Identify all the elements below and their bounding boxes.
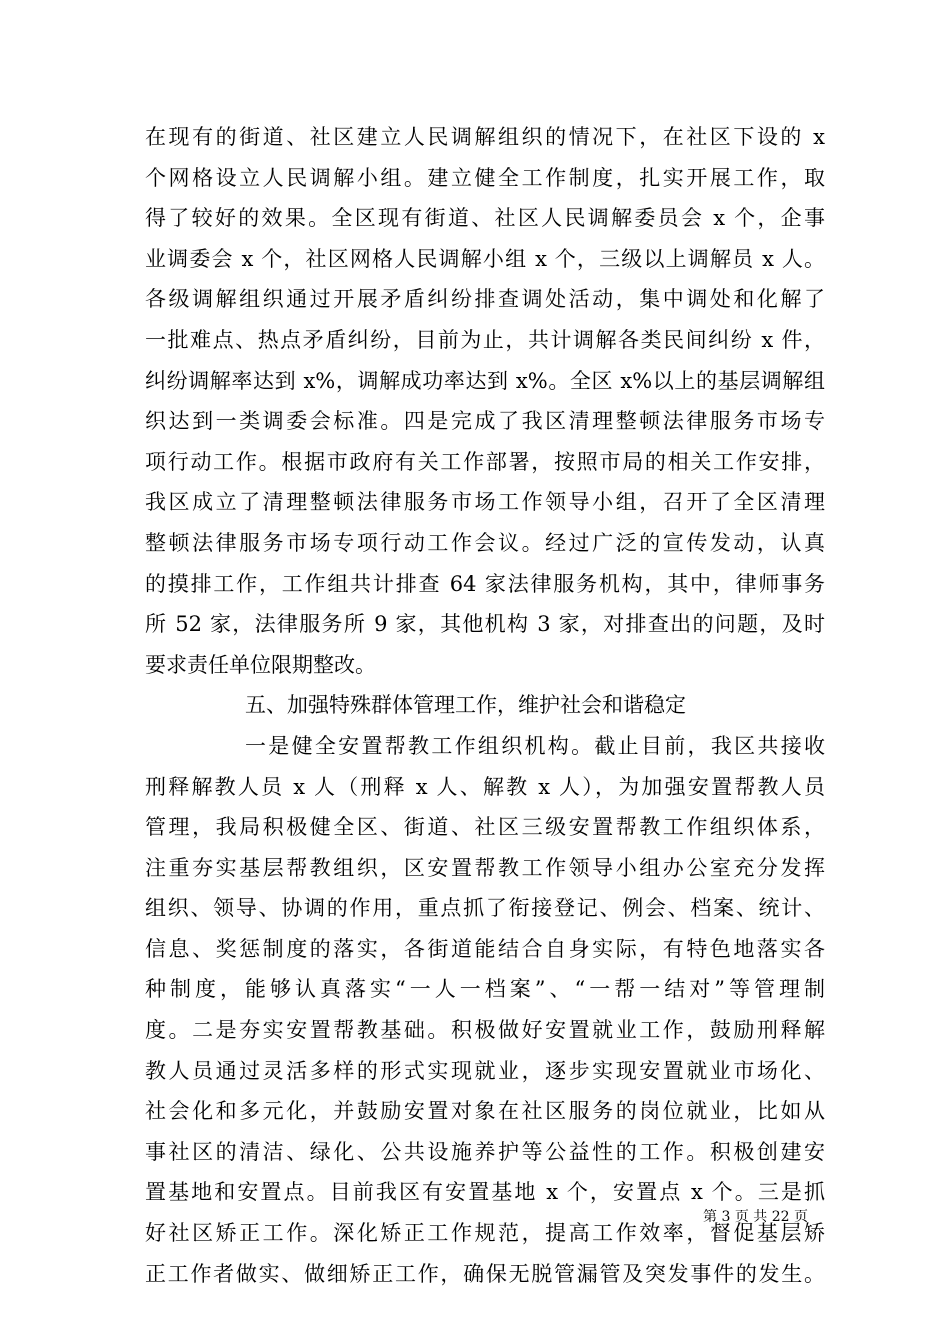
text-line: 一是健全安置帮教工作组织机构。截止目前，我区共接收 [245,733,825,758]
text-line: 我区成立了清理整顿法律服务市场工作领导小组，召开了全区清理 [145,490,825,515]
text-line: 得了较好的效果。全区现有街道、社区人民调解委员会 x 个，企事 [145,206,825,231]
text-line: 好社区矫正工作。深化矫正工作规范，提高工作效率，督促基层矫 [145,1221,825,1246]
page-number: 第 3 页 共 22 页 [703,1209,808,1225]
text-line: 度。二是夯实安置帮教基础。积极做好安置就业工作，鼓励刑释解 [145,1018,825,1043]
text-line: 一批难点、热点矛盾纠纷，目前为止，共计调解各类民间纠纷 x 件， [145,327,825,352]
text-line: 个网格设立人民调解小组。建立健全工作制度，扎实开展工作，取 [145,165,825,190]
text-line: 正工作者做实、做细矫正工作，确保无脱管漏管及突发事件的发生。 [145,1261,825,1286]
text-line: 事社区的清洁、绿化、公共设施养护等公益性的工作。积极创建安 [145,1139,825,1164]
text-line: 所 52 家，法律服务所 9 家，其他机构 3 家，对排查出的问题，及时 [145,612,825,637]
text-line: 注重夯实基层帮教组织，区安置帮教工作领导小组办公室充分发挥 [145,855,825,880]
text-line: 置基地和安置点。目前我区有安置基地 x 个，安置点 x 个。三是抓 [145,1180,825,1205]
text-line: 刑释解教人员 x 人（刑释 x 人、解教 x 人），为加强安置帮教人员 [145,774,825,799]
text-line: 管理，我局积极健全区、街道、社区三级安置帮教工作组织体系， [145,815,825,840]
text-line: 项行动工作。根据市政府有关工作部署，按照市局的相关工作安排， [145,449,825,474]
text-line: 的摸排工作，工作组共计排查 64 家法律服务机构，其中，律师事务 [145,571,825,596]
text-line: 组织、领导、协调的作用，重点抓了衔接登记、例会、档案、统计、 [145,896,825,921]
text-line: 要求责任单位限期整改。 [145,652,376,677]
text-line: 织达到一类调委会标准。四是完成了我区清理整顿法律服务市场专 [145,409,825,434]
text-line: 教人员通过灵活多样的形式实现就业，逐步实现安置就业市场化、 [145,1058,825,1083]
text-line: 纠纷调解率达到 x%，调解成功率达到 x%。全区 x%以上的基层调解组 [145,368,825,393]
section-heading: 五、加强特殊群体管理工作，维护社会和谐稳定 [245,693,686,718]
text-line: 各级调解组织通过开展矛盾纠纷排查调处活动，集中调处和化解了 [145,287,825,312]
body-text [145,117,825,1294]
text-line: 种制度，能够认真落实“一人一档案”、“一帮一结对”等管理制 [145,977,825,1002]
text-line: 整顿法律服务市场专项行动工作会议。经过广泛的宣传发动，认真 [145,530,825,555]
text-line: 业调委会 x 个，社区网格人民调解小组 x 个，三级以上调解员 x 人。 [145,246,825,271]
text-line: 社会化和多元化，并鼓励安置对象在社区服务的岗位就业，比如从 [145,1099,825,1124]
text-line: 在现有的街道、社区建立人民调解组织的情况下，在社区下设的 x [145,125,825,149]
text-line: 信息、奖惩制度的落实，各街道能结合自身实际，有特色地落实各 [145,936,825,961]
